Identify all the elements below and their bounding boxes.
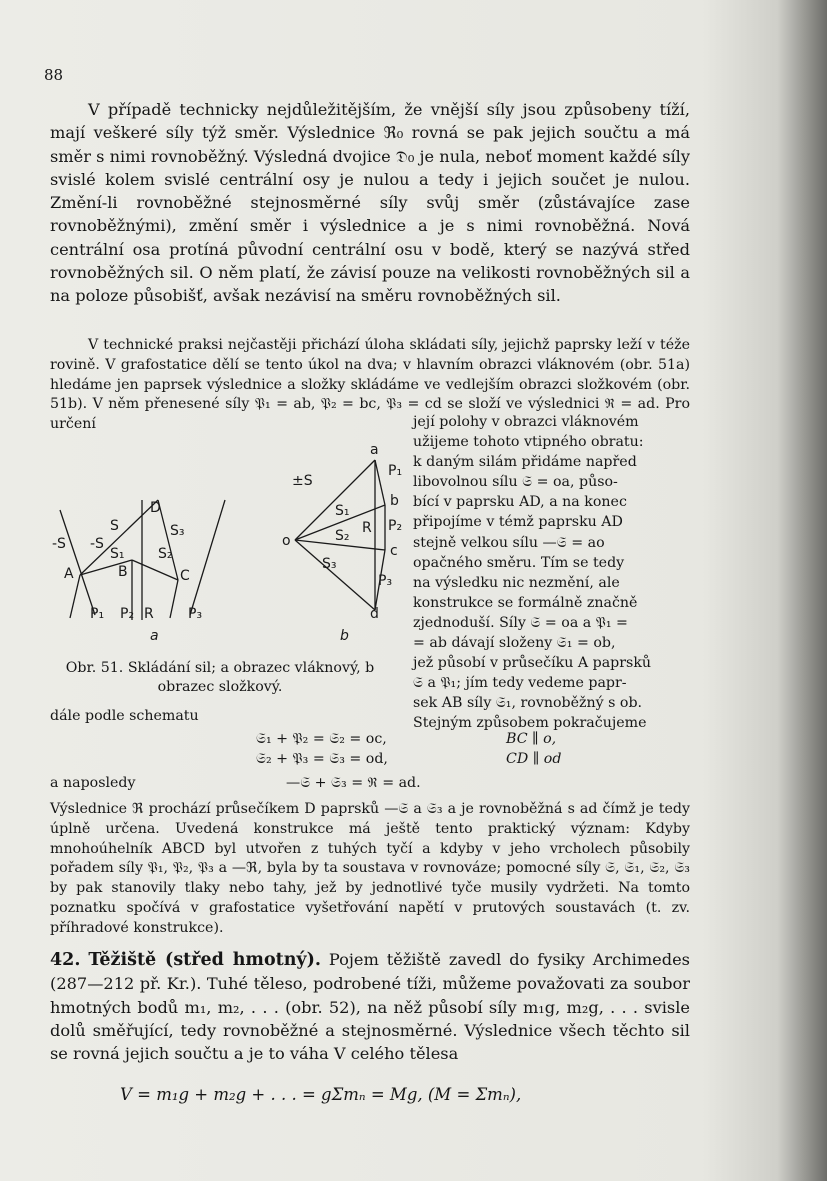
side-line: Stejným způsobem pokračujeme (413, 715, 647, 732)
paragraph-construction: Výslednice ℜ prochází průsečíkem D paprsků —𝔖 a 𝔖₃ a je rovnoběžná s ad čímž je tedy úplně určena. Uvedená konstrukce má ještě tento praktický význam: Kdyby mnohoúhelník ABCD byl utvořen z tuhých tyčí a kdyby v jeho vrcholech působily pořadem síly 𝔓₁, 𝔓₂, 𝔓₃ a —ℜ, byla by ta soustava v rovnováze; pomocné síly 𝔖, 𝔖₁, 𝔖₂, 𝔖₃ by pak stanovily tlaky nebo tahy, jež by jednotlivé tyče musily vydržeti. Na tomto poznatku spočívá v grafostatice vyšetřování napětí v prutových soustavách (t. zv. příhradové konstrukce). (50, 801, 690, 936)
equation-1: 𝔖₁ + 𝔓₂ = 𝔖₂ = oc, (256, 731, 387, 747)
label-a-point-a: A (64, 566, 74, 582)
section-title: Těžiště (střed hmotný). (88, 950, 321, 970)
paragraph-parallel-forces: V případě technicky nejdůležitějším, že vnější síly jsou způsobeny tíží, mají veškeré síly týž směr. Výslednice ℜ₀ rovná se pak jejich součtu a má směr s nimi rovnoběžný. Výsledná dvojice 𝔇₀ je nula, neboť moment každé síly svislé kolem svislé centrální osy je nulou a tedy i jejich součet je nulou. Změní-li rovnoběžné stejnosměrné síly svůj směr (zůstávajíce zase rovnoběžnými), změní směr i výslednice a je s nimi rovnoběžná. Nová centrální osa protíná původní centrální osu v bodě, který se nazývá střed rovnoběžných sil. O něm platí, že závisí pouze na velikosti rovnoběžných sil a na poloze působišť, avšak nezávisí na směru rovnoběžných sil. (50, 100, 691, 306)
line-minus-s (60, 510, 95, 615)
label-a-point-b: B (118, 564, 128, 580)
side-line: opačného směru. Tím se tedy (413, 554, 625, 571)
label-a-d: D (150, 500, 161, 516)
section-text: Pojem těžiště zavedl do fysiky Archimedes (287—212 př. Kr.). Tuhé těleso, podrobené tíži, můžeme považovati za soubor hmotných bodů m₁, m₂, . . . (obr. 52), na něž působí síly m₁g, m₂g, . . . svisle dolů směřující, tedy rovnoběžné a stejnosměrné. Výslednice všech těchto sil se rovná jejich součtu a je to váha V celého tělesa (50, 950, 690, 1064)
arrow-p3 (170, 580, 178, 618)
label-b-c: c (390, 543, 398, 559)
side-line: užijeme tohoto vtipného obratu: (413, 434, 644, 451)
label-a-caption: a (150, 628, 159, 644)
ray-od (295, 540, 375, 610)
figure-caption: Obr. 51. Skládání sil; a obrazec vláknový, b obrazec složkový. (65, 660, 375, 695)
label-b-p2: P₂ (388, 518, 403, 534)
vec-ab (375, 460, 385, 505)
label-b-r: R (362, 520, 372, 536)
label-b-s3: S₃ (322, 556, 337, 572)
line-s3 (158, 500, 178, 580)
equation-1-condition: BC ∥ o, (506, 731, 557, 747)
page-number: 88 (44, 66, 64, 84)
label-b-d: d (370, 606, 379, 622)
side-line: zjednoduší. Síly 𝔖 = oa a 𝔓₁ = (413, 614, 628, 631)
label-b-pm-s: ±S (292, 473, 313, 489)
side-line: libovolnou sílu 𝔖 = oa, půso- (413, 474, 618, 491)
last-label: a naposledy (50, 775, 136, 791)
side-text (413, 412, 691, 734)
label-b-caption: b (340, 628, 349, 644)
side-line: připojíme v témž paprsku AD (413, 514, 623, 531)
label-a-r: R (144, 606, 154, 622)
equation-2-condition: CD ∥ od (506, 751, 562, 767)
label-b-p1: P₁ (388, 463, 403, 479)
line-s2 (132, 560, 178, 580)
label-a-minus-s2: -S (90, 536, 104, 552)
schema-label: dále podle schematu (50, 708, 199, 724)
label-a-s3: S₃ (170, 523, 185, 539)
side-line: jež působí v průsečíku A paprsků (413, 655, 652, 672)
side-line: 𝔖 a 𝔓₁; jím tedy vedeme papr- (413, 675, 627, 692)
label-a-minus-s: -S (52, 536, 66, 552)
section-42 (50, 948, 690, 1065)
side-line: k daným silám přidáme napřed (413, 454, 637, 471)
side-line: stejně velkou sílu —𝔖 = ao (413, 534, 605, 551)
label-a-point-c: C (180, 568, 190, 584)
label-b-o: o (282, 533, 291, 549)
label-a-p2: P₂ (120, 606, 135, 622)
side-line: její polohy v obrazci vláknovém (413, 414, 639, 430)
final-equation: V = m₁g + m₂g + . . . = gΣmₙ = Mg, (M = Σmₙ), (120, 1085, 522, 1104)
side-line: = ab dávají složeny 𝔖₁ = ob, (413, 635, 616, 652)
figure-labels (52, 442, 402, 644)
side-line: na výsledku nic nezmění, ale (413, 574, 620, 591)
side-line: konstrukce se formálně značně (413, 594, 638, 611)
equation-3: —𝔖 + 𝔖₃ = ℜ = ad. (286, 775, 421, 791)
label-a-s2: S₂ (158, 546, 173, 562)
label-a-p1: P₁ (90, 606, 105, 622)
figure-51 (50, 440, 410, 670)
side-line: bící v paprsku AD, a na konec (413, 494, 627, 511)
force-diagram (50, 440, 410, 670)
label-a-s1: S₁ (110, 546, 125, 562)
paragraph-graphostatics: V technické praksi nejčastěji přichází úloha skládati síly, jejichž paprsky leží v téže rovině. V grafostatice dělí se tento úkol na dva; v hlavním obrazci vláknovém (obr. 51a) hledáme jen paprsek výslednice a složky skládáme ve vedlejším obrazci složkovém (obr. 51b). V něm přenesené síly 𝔓₁ = ab, 𝔓₂ = bc, 𝔓₃ = cd se složí ve výslednici ℜ = ad. Pro určení (50, 337, 690, 433)
line-right (190, 500, 225, 615)
label-b-s1: S₁ (335, 503, 350, 519)
section-number: 42. (50, 950, 81, 970)
label-a-p3: P₃ (188, 606, 203, 622)
label-b-b: b (390, 493, 399, 509)
label-b-s2: S₂ (335, 528, 350, 544)
label-b-p3: P₃ (378, 573, 393, 589)
equation-2: 𝔖₂ + 𝔓₃ = 𝔖₃ = od, (256, 751, 388, 767)
side-line: sek AB síly 𝔖₁, rovnoběžný s ob. (413, 695, 643, 712)
label-a-s: S (110, 518, 119, 534)
label-b-a: a (370, 442, 379, 458)
